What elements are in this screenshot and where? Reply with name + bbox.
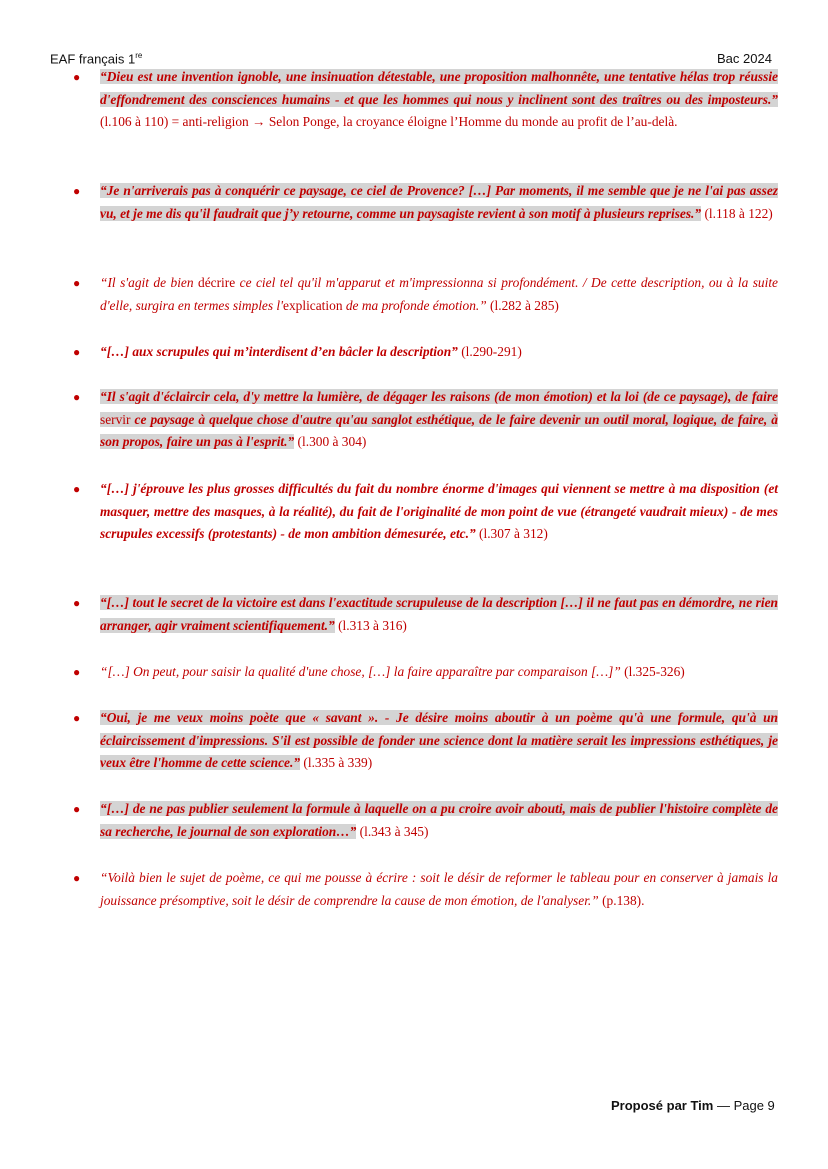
list-item bbox=[75, 341, 778, 364]
quote-text: “[…] aux scrupules qui m’interdisent d’en bâcler la description” bbox=[100, 344, 458, 359]
line-reference: (l.300 à 304) bbox=[294, 434, 367, 449]
quote-text-part: ce paysage à quelque chose d'autre qu'au sanglot esthétique, de le faire devenir un outil moral, logique, de faire, à son propos, faire un pas à l'esprit.” bbox=[100, 411, 778, 449]
line-reference: (l.282 à 285) bbox=[486, 297, 559, 313]
quote-text: “[…] j'éprouve les plus grosses difficultés du fait du nombre énorme d'images qui viennent se mettre à ma disposition (et masquer, mettre des masques, à la réalité), du fait de l'originalité de mon point de vue (étrangeté vaudrait mieux) - de mes scrupules excessifs (protestants) - de mon ambition démesurée, etc.” bbox=[100, 481, 778, 541]
list-item bbox=[75, 386, 778, 454]
quote-plain-word: servir bbox=[100, 411, 131, 427]
list-item bbox=[75, 798, 778, 843]
line-reference: (l.106 à 110) bbox=[100, 114, 169, 129]
bullet-icon: ● bbox=[73, 596, 81, 610]
quote-text-part: “Il s'agit de bien bbox=[100, 275, 199, 290]
list-item bbox=[75, 478, 778, 546]
quote-plain-word: décrire bbox=[198, 275, 236, 290]
list-item bbox=[75, 867, 778, 912]
quote-text: “Voilà bien le sujet de poème, ce qui me pousse à écrire : soit le désir de reformer le tableau pour en conserver à jamais la jouissance présomptive, soit le désir de comprendre la cause de mon émotion, de l'analyser.” bbox=[100, 870, 778, 908]
bullet-icon: ● bbox=[73, 802, 81, 816]
quote-text-part: ce ciel tel qu'il m'apparut et m'impressionna si profondément. / De cette description, ou à la suite d'elle, surgira en termes simples l' bbox=[100, 275, 779, 313]
page-footer bbox=[611, 1098, 775, 1113]
list-item bbox=[75, 661, 778, 684]
quote-text: “Oui, je me veux moins poète que « savant ». - Je désire moins aboutir à un poème qu'à une formule, qu'à un éclaircissement d'impressions. S'il est possible de fonder une science dont la matière serait les impressions esthétiques, je veux être l'homme de cette science.” bbox=[100, 710, 778, 770]
quote-plain-word: explication bbox=[283, 297, 343, 313]
bullet-icon: ● bbox=[73, 665, 81, 679]
header-exam: Bac 2024 bbox=[717, 51, 772, 66]
line-reference: (l.313 à 316) bbox=[334, 617, 407, 633]
quote-text: “Je n'arriverais pas à conquérir ce paysage, ce ciel de Provence? […] Par moments, il me semble que je ne l'ai pas assez vu, et je me dis qu'il faudrait que j’y retourne, comme un paysagiste revient à son motif à plusieurs reprises.” bbox=[100, 183, 778, 221]
quote-text-part: de ma profonde émotion.” bbox=[342, 297, 487, 313]
footer-separator: — bbox=[713, 1098, 734, 1113]
quote-text-part: “Il s'agit d'éclaircir cela, d'y mettre la lumière, de dégager les raisons (de mon émotion) et la loi (de ce paysage), de faire bbox=[100, 389, 778, 404]
bullet-icon: ● bbox=[73, 390, 81, 404]
list-item bbox=[75, 707, 778, 775]
list-item bbox=[75, 592, 778, 637]
bullet-icon: ● bbox=[73, 184, 81, 198]
quote-text: “Dieu est une invention ignoble, une insinuation détestable, une proposition malhonnête, une tentative hélas trop réussie d'effondrement des consciences humains - et que les hommes qui nous y inclinent sont des traîtres ou des imposteurs.” bbox=[100, 69, 778, 107]
line-reference: (l.343 à 345) bbox=[356, 823, 429, 839]
bullet-icon: ● bbox=[73, 871, 81, 885]
quote-text: “[…] On peut, pour saisir la qualité d'une chose, […] la faire apparaître par comparaison […]” bbox=[100, 664, 621, 679]
header-course: EAF français 1re bbox=[50, 51, 143, 67]
line-reference: (l.290-291) bbox=[457, 344, 522, 359]
list-item bbox=[75, 272, 778, 317]
line-reference: (l.307 à 312) bbox=[475, 526, 548, 541]
quote-text: “[…] tout le secret de la victoire est dans l'exactitude scrupuleuse de la description […] il ne faut pas en démordre, ne rien arranger, agir vraiment scientifiquement.” bbox=[100, 595, 778, 633]
quote-text: “[…] de ne pas publier seulement la formule à laquelle on a pu croire avoir abouti, mais de publier l'histoire complète de sa recherche, le journal de son exploration…” bbox=[100, 801, 778, 839]
line-reference: (l.118 à 122) bbox=[701, 205, 773, 221]
line-reference: (l.335 à 339) bbox=[300, 755, 373, 770]
bullet-icon: ● bbox=[73, 482, 81, 496]
bullet-icon: ● bbox=[73, 345, 81, 359]
list-item bbox=[75, 180, 778, 225]
page-number: Page 9 bbox=[733, 1098, 775, 1113]
bullet-icon: ● bbox=[73, 276, 81, 290]
line-reference: (p.138). bbox=[598, 892, 645, 908]
bullet-icon: ● bbox=[73, 711, 81, 725]
bullet-icon: ● bbox=[73, 70, 81, 84]
commentary: = anti-religion → Selon Ponge, la croyance éloigne l’Homme du monde au profit de l’au-delà. bbox=[168, 114, 678, 129]
footer-author: Proposé par Tim bbox=[611, 1098, 714, 1113]
list-item bbox=[75, 66, 778, 134]
line-reference: (l.325-326) bbox=[620, 664, 685, 679]
